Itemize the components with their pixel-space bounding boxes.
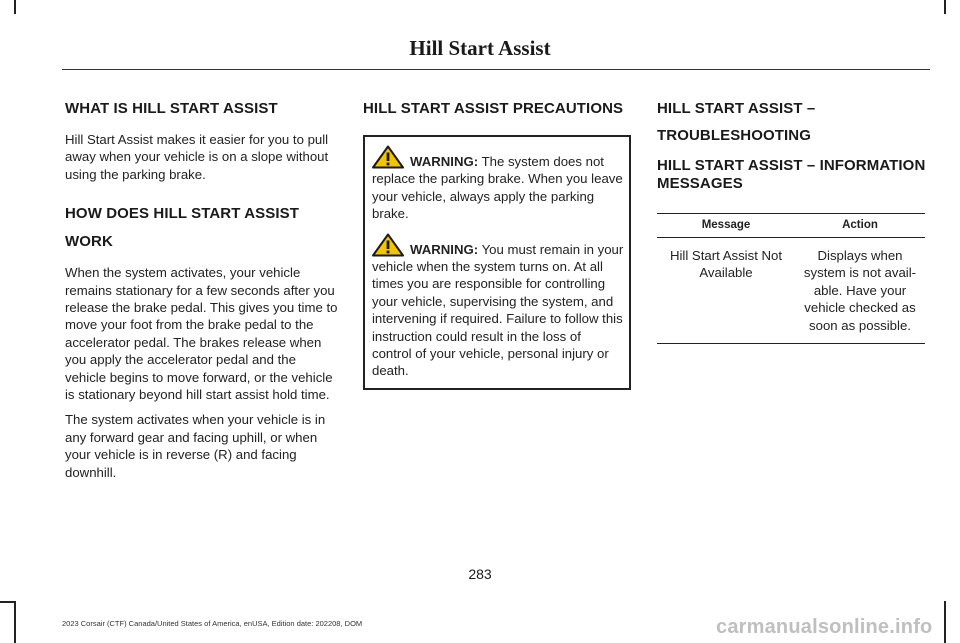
crop-mark-top-right [944,0,946,14]
column-3 [657,96,926,344]
warning-box [363,135,631,390]
watermark-logo: carmanualsonline.info [716,616,933,638]
para-activation: The system activates when your vehicle is in any forward gear and facing uphill, or when your vehicle is in reverse (R) and facing downhill. [65,412,326,480]
crop-mark-bottom-left [14,601,16,643]
heading-troubleshooting-line1: HILL START ASSIST – [657,100,816,117]
warning-triangle-icon [372,145,404,169]
page-header-title: Hill Start Assist [409,36,551,60]
warning-1 [372,145,624,223]
heading-info-messages-line1: HILL START ASSIST – INFORMATION [657,157,926,174]
table-header-message: Message [657,214,795,238]
header-rule [62,69,930,70]
warning-2-text: You must remain in your vehicle when the system turns on. At all times you are responsible for controlling your vehicle, supervising the system, and intervening if required. Failure to follow this instruction could result in the loss of control of your vehicle, personal injury or death. [372,241,624,379]
warning-1-label: WARNING: [410,154,479,169]
crop-mark-bottom-right [944,601,946,643]
heading-info-messages-line2: MESSAGES [657,175,743,192]
table-cell-action: Displays when system is not avail- able. Have your vehicle checked as soon as possible. [795,238,925,344]
para-intro: Hill Start Assist makes it easier for you to pull away when your vehicle is on a slope without using the parking brake. [65,132,329,182]
table-row [657,238,925,344]
heading-what-is: WHAT IS HILL START ASSIST [65,100,278,117]
table-header-row [657,214,925,238]
crop-mark-top-left [14,0,16,14]
table-header-action: Action [795,214,925,238]
warning-triangle-icon [372,233,404,257]
heading-how-does-line1: HOW DOES HILL START ASSIST [65,205,299,223]
footer-edition-text: 2023 Corsair (CTF) Canada/United States of America, enUSA, Edition date: 202208, DOM [62,619,363,628]
page-number: 283 [468,566,492,582]
warning-2-label: WARNING: [410,241,479,257]
heading-troubleshooting-line2: TROUBLESHOOTING [657,127,811,144]
column-2 [363,96,631,390]
column-1 [65,96,340,481]
warning-1-text: The system does not replace the parking brake. When you leave your vehicle, always apply the parking brake. [372,154,623,222]
heading-how-does-line2: WORK [65,233,113,251]
heading-precautions: HILL START ASSIST PRECAUTIONS [363,100,624,117]
para-how-it-works: When the system activates, your vehicle remains stationary for a few seconds after you release the brake pedal. This gives you time to move your foot from the brake pedal to the accelerator pedal. The brakes release when you apply the accelerator pedal and the vehicle begins to move forward, or the vehicle is stationary beyond hill start assist hold time. [65,265,338,403]
info-messages-table [657,213,925,344]
table-cell-message: Hill Start Assist Not Available [657,238,795,344]
warning-2 [372,233,624,380]
crop-mark-bottom-left-h [0,601,14,603]
